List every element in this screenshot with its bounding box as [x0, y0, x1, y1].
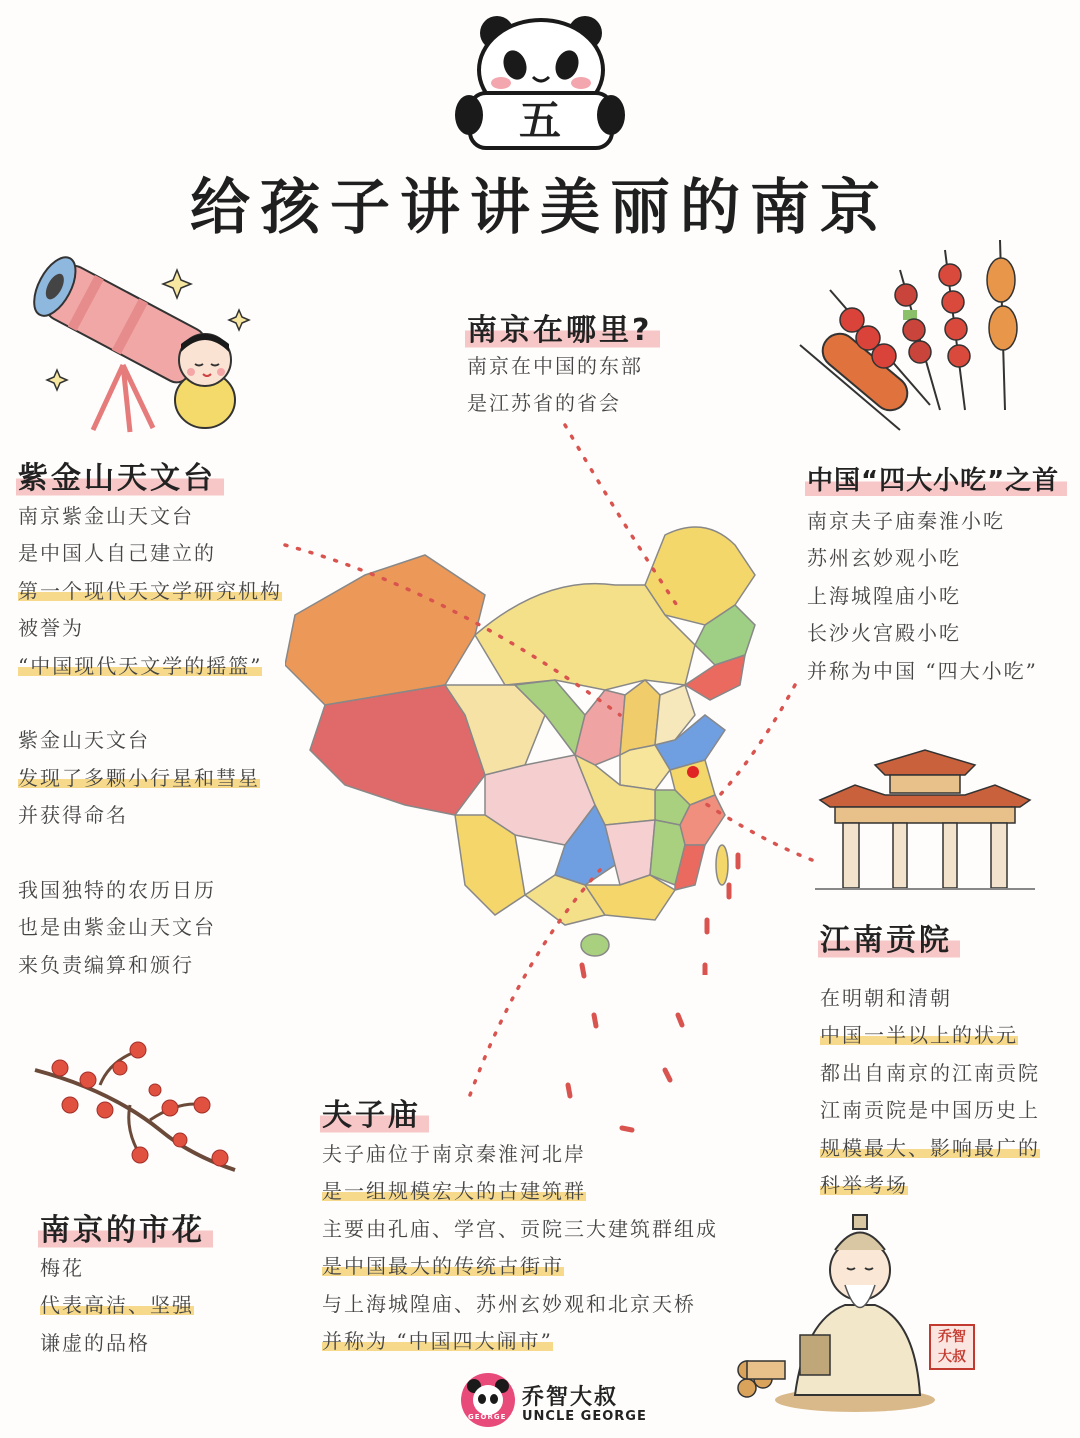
jiangnan-line: 中国一半以上的状元	[820, 1023, 1018, 1048]
confucius-text	[322, 1136, 718, 1360]
observatory-line: 南京紫金山天文台	[18, 504, 194, 528]
snacks-line: 上海城隍庙小吃	[807, 583, 961, 608]
jiangnan-line: 都出自南京的江南贡院	[820, 1060, 1040, 1085]
jiangnan-line: 在明朝和清朝	[820, 986, 952, 1010]
flower-heading: 南京的市花	[38, 1205, 213, 1251]
observatory-line: 也是由紫金山天文台	[18, 915, 216, 940]
observatory-line: 是中国人自己建立的	[18, 541, 216, 566]
flower-line: 代表高洁、坚强	[40, 1293, 194, 1318]
flower-text	[40, 1250, 194, 1362]
observatory-line: 第一个现代天文学研究机构	[18, 578, 282, 603]
where-line: 南京在中国的东部	[467, 354, 643, 378]
where-line: 是江苏省的省会	[467, 391, 621, 416]
snacks-line: 南京夫子庙秦淮小吃	[807, 509, 1005, 533]
observatory-line: 紫金山天文台	[18, 728, 150, 753]
snacks-line: 并称为中国 “四大小吃”	[807, 658, 1038, 683]
snacks-heading: 中国“四大小吃”之首	[805, 460, 1067, 499]
page-title: 给孩子讲讲美丽的南京	[190, 173, 890, 243]
confucius-line: 是一组规模宏大的古建筑群	[322, 1179, 586, 1204]
observatory-heading: 紫金山天文台	[16, 453, 224, 499]
confucius-line: 主要由孔庙、学宫、贡院三大建筑群组成	[322, 1216, 718, 1241]
observatory-line: 并获得命名	[18, 803, 128, 828]
snacks-line: 苏州玄妙观小吃	[807, 546, 961, 571]
observatory-text	[18, 498, 282, 984]
observatory-line: 我国独特的农历日历	[18, 878, 216, 903]
confucius-line: 并称为 “中国四大闹市”	[322, 1329, 553, 1354]
observatory-line: 来负责编算和颁行	[18, 952, 194, 977]
where-heading: 南京在哪里?	[465, 305, 660, 351]
badge-number: 五	[518, 96, 561, 145]
where-text	[467, 348, 643, 423]
flower-line: 梅花	[40, 1256, 84, 1280]
jiangnan-heading: 江南贡院	[818, 915, 960, 961]
jiangnan-line: 规模最大、影响最广的	[820, 1135, 1040, 1160]
confucius-line: 与上海城隍庙、苏州玄妙观和北京天桥	[322, 1291, 696, 1316]
logo-en: UNCLE GEORGE	[522, 1409, 647, 1424]
confucius-heading: 夫子庙	[320, 1090, 429, 1136]
flower-line: 谦虚的品格	[40, 1330, 150, 1355]
snacks-line: 长沙火宫殿小吃	[807, 621, 961, 646]
seal-stamp: 乔智大叔	[938, 1329, 966, 1365]
observatory-line: 被誉为	[18, 616, 84, 641]
jiangnan-line: 江南贡院是中国历史上	[820, 1098, 1040, 1123]
jiangnan-text	[820, 980, 1040, 1204]
jiangnan-line: 科举考场	[820, 1173, 908, 1198]
confucius-line: 夫子庙位于南京秦淮河北岸	[322, 1142, 586, 1166]
observatory-line: 发现了多颗小行星和彗星	[18, 765, 260, 790]
panda-logo-tag: GEORGE	[468, 1413, 507, 1421]
snacks-text	[807, 503, 1038, 690]
confucius-line: 是中国最大的传统古街市	[322, 1254, 564, 1279]
logo-cn: 乔智大叔	[522, 1385, 619, 1410]
observatory-line: “中国现代天文学的摇篮”	[18, 653, 263, 678]
